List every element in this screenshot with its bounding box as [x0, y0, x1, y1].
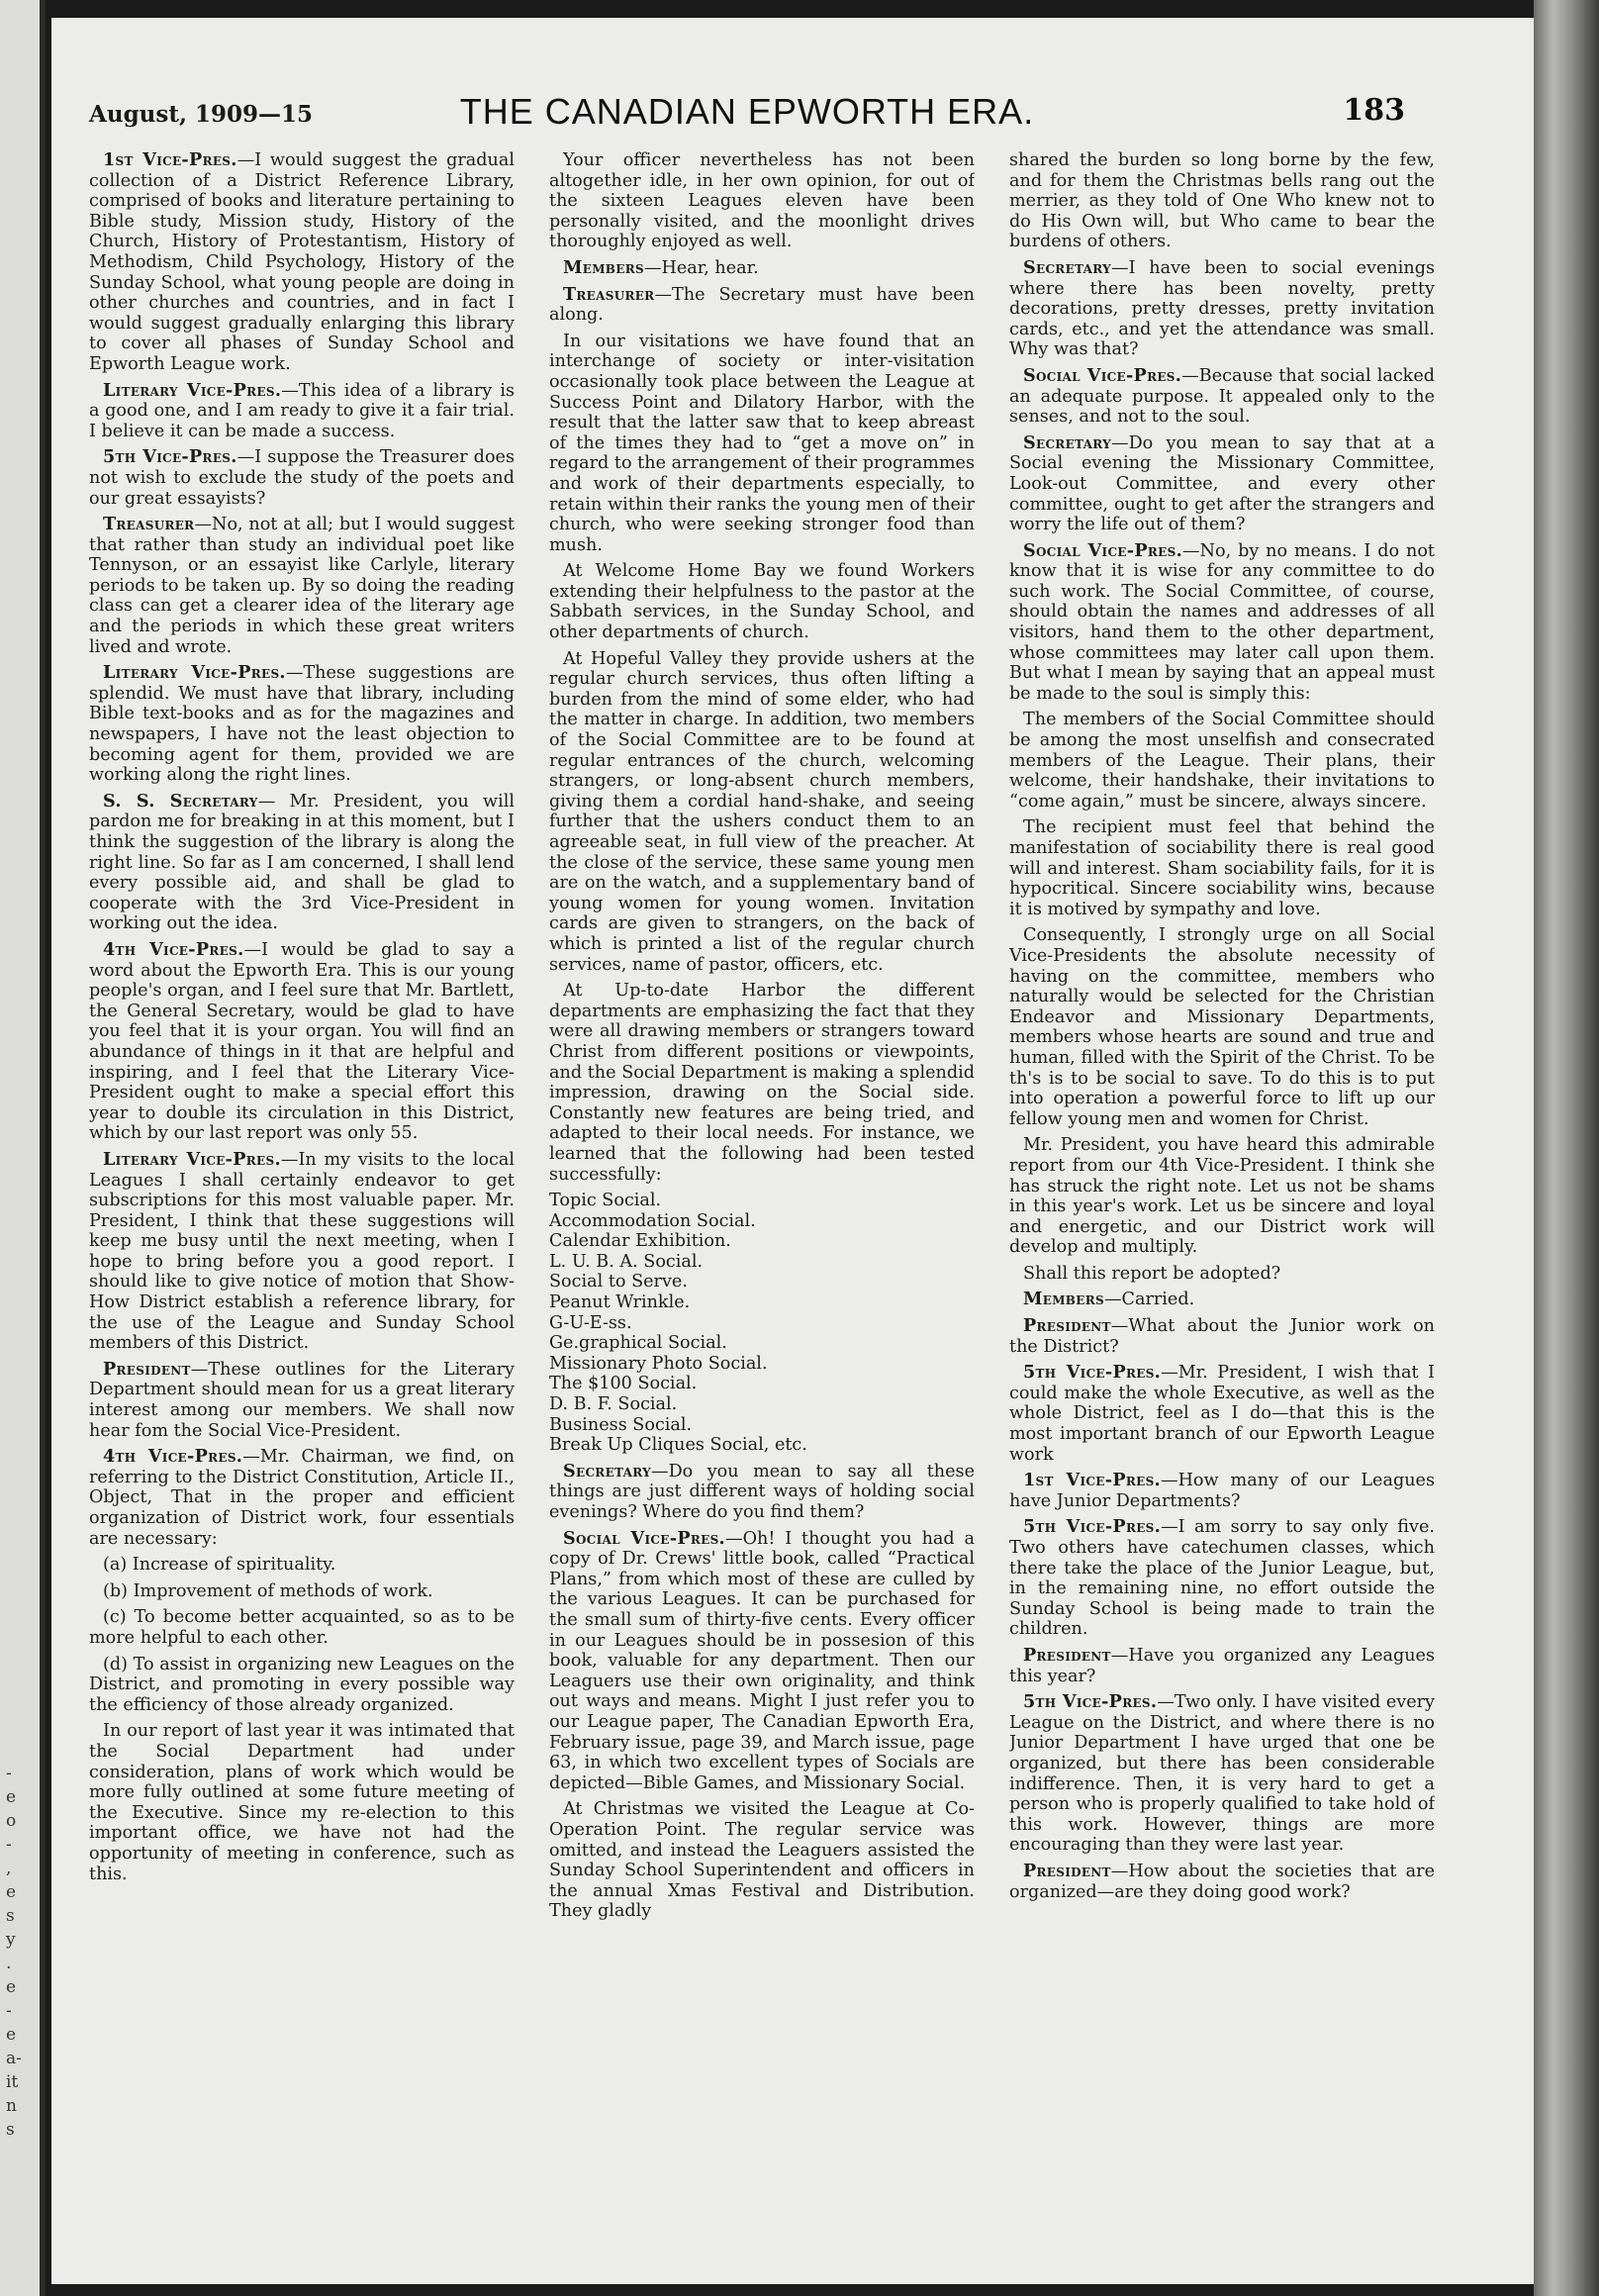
paragraph — [1009, 1862, 1435, 1902]
list-item: Accommodation Social. — [549, 1210, 756, 1231]
margin-char: , — [6, 1859, 12, 1878]
page-number: 183 — [1343, 93, 1405, 128]
speaker-label: 5th Vice-Pres. — [103, 446, 237, 468]
paragraph-text: —This idea of a library is a good one, and I am ready to give it a fair trial. I believe it can be made a success. — [89, 380, 515, 441]
paragraph-text: (d) To assist in organizing new Leagues on the District, and promoting in every possible way the efficiency of those already organized. — [89, 1654, 515, 1715]
list-item: Ge.graphical Social. — [549, 1333, 727, 1354]
margin-char: s — [6, 1906, 15, 1926]
speaker-label: 5th Vice-Pres. — [1023, 1362, 1162, 1384]
paragraph-text: The members of the Social Committee should be among the most unselfish and consecrated members of the League. Their plans, their welcome, their handshake, their invitations to “come again,” must be sincere, always sincere. — [1009, 710, 1435, 812]
margin-char: - — [6, 2001, 12, 2021]
margin-char: . — [6, 1954, 12, 1973]
paragraph-text: —Mr. Chairman, we find, on referring to the District Constitution, Article II., Object, That in the proper and efficient organization of District work, four essentials are necessary: — [89, 1447, 515, 1549]
margin-char: e — [6, 1977, 17, 1997]
paragraph-text: —Do you mean to say that at a Social evening the Missionary Committee, Look-out Committee, and every other committee, ought to get after the strangers and worry the life out of them? — [1009, 432, 1435, 535]
speaker-label: Secretary — [1023, 256, 1111, 278]
paragraph — [89, 1555, 515, 1576]
paragraph — [549, 150, 975, 252]
speaker-label: President — [1023, 1860, 1111, 1881]
paragraph-text: — Mr. President, you will pardon me for breaking in at this moment, but I think the suggestion of the library is along the right line. So far as I am concerned, I shall lend every possible aid, and shall be glad to cooperate with the 3rd Vice-President in working out the idea. — [89, 791, 515, 934]
speaker-label: 5th Vice-Pres. — [1023, 1516, 1162, 1538]
paragraph — [89, 1721, 515, 1884]
paragraph-text: —Do you mean to say all these things are just different ways of holding social evenings? Where do you find them? — [549, 1461, 975, 1522]
paragraph — [89, 1360, 515, 1441]
speaker-label: President — [1023, 1315, 1111, 1337]
paragraph-text: In our visitations we have found that an interchange of society or inter-visitation occasionally took place between the League at Success Point and Dilatory Harbor, with the result that the latter saw that to keep abreast of the times they had to “get a move on” in regard to the arrangement of their programmes and work of their departments especially, to retain within their ranks the young men of their church, who were seeking stronger food than mush. — [549, 331, 975, 555]
paragraph — [1009, 1363, 1435, 1465]
margin-char: e — [6, 2025, 17, 2045]
paragraph — [1009, 1692, 1435, 1856]
paragraph-text: —These outlines for the Literary Department should mean for us a great literary interest among our members. We shall now hear fom the Social Vice-President. — [89, 1359, 515, 1441]
speaker-label: Secretary — [563, 1460, 651, 1482]
speaker-label: 4th Vice-Pres. — [103, 1446, 243, 1468]
paragraph — [1009, 541, 1435, 705]
publication-title: THE CANADIAN EPWORTH ERA. — [459, 91, 1035, 132]
paragraph-text: The recipient must feel that behind the manifestation of sociability there is real good will and interest. Sham sociability fails, for it is hypocritical. Sincere sociability wins, because it is motived by sympathy and love. — [1009, 817, 1435, 919]
paragraph-text: —I would suggest the gradual collection of a District Reference Library, comprised of books and literature pertaining to Bible study, Mission study, History of the Church, History of Protestantism, History of Methodism, Child Psychology, History of the Sunday School, what young people are doing in other churches and countries, and in fact I would suggest gradually enlarging this library to cover all phases of Sunday School and Epworth League work. — [89, 150, 515, 374]
paragraph — [1009, 150, 1435, 252]
paragraph-text: —How about the societies that are organized—are they doing good work? — [1009, 1861, 1435, 1902]
paragraph — [89, 663, 515, 786]
margin-char: y — [6, 1930, 16, 1950]
page-header — [89, 79, 1405, 139]
list-item: Calendar Exhibition. — [549, 1231, 731, 1252]
paragraph — [549, 1799, 975, 1922]
speaker-label: 5th Vice-Pres. — [1023, 1691, 1158, 1713]
list-item: The $100 Social. — [549, 1374, 698, 1394]
paragraph — [549, 1529, 975, 1794]
paragraph-text: (a) Increase of spirituality. — [103, 1555, 336, 1576]
paragraph-text: At Christmas we visited the League at Co-Operation Point. The regular service was omitted, and instead the Leaguers assisted the Sunday School Superintendent and officers in the annual Xmas Festival and Distribution. They gladly — [549, 1799, 975, 1922]
paragraph-text: —Two only. I have visited every League on the District, and where there is no Junior Department I have urged that one be organized, but there has been considerable indifference. Then, it is very hard to get a person who is properly qualified to take hold of this work. However, things are more encouraging than they were last year. — [1009, 1692, 1435, 1856]
list-item: Business Social. — [549, 1414, 693, 1435]
paragraph — [1009, 1290, 1435, 1310]
paragraph — [549, 561, 975, 642]
margin-char: n — [6, 2096, 17, 2116]
paragraph-text: —I would be glad to say a word about the Epworth Era. This is our young people's organ, and I feel sure that Mr. Bartlett, the General Secretary, would be glad to have you feel that it is your organ. You will find an abundance of things in it that are helpful and inspiring, and I feel that the Literary Vice-President ought to make a special effort this year to double its circulation in this District, which by our last report was only 55. — [89, 939, 515, 1144]
margin-char: it — [6, 2072, 19, 2092]
paragraph-text: —I have been to social evenings where there has been novelty, pretty decorations, pretty dresses, pretty invitation cards, etc., and yet the attendance was small. Why was that? — [1009, 257, 1435, 360]
paragraph — [1009, 1471, 1435, 1511]
text-column-2 — [549, 150, 975, 2209]
paragraph — [89, 447, 515, 509]
paragraph-text: At Up-to-date Harbor the different departments are emphasizing the fact that they were all drawing members or strangers toward Christ from different positions or viewpoints, and the Social Department is making a splendid impression, drawing on the Social side. Constantly new features are being tried, and adapted to their local needs. For instance, we learned that the following had been tested successfully: — [549, 981, 975, 1185]
speaker-label: S. S. Secretary — [103, 790, 258, 812]
speaker-label: Treasurer — [103, 514, 195, 535]
paragraph — [549, 285, 975, 326]
margin-char: e — [6, 1787, 17, 1807]
paragraph-text: —No, not at all; but I would suggest that rather than study an individual poet like Tennyson, or an essayist like Carlyle, literary periods to be taken up. By so doing the reading class can get a clearer idea of the literary age and the periods in which these great writers lived and wrote. — [89, 515, 515, 657]
paragraph — [1009, 1316, 1435, 1357]
paragraph — [89, 515, 515, 657]
paragraph — [549, 332, 975, 556]
paragraph — [1009, 817, 1435, 919]
list-item: D. B. F. Social. — [549, 1394, 678, 1415]
paragraph — [549, 258, 975, 279]
facing-page-edge — [0, 0, 46, 2296]
paragraph-text: Consequently, I strongly urge on all Social Vice-Presidents the absolute necessity of having on the committee, members who naturally would be selected for the Christian Endeavor and Missionary Departments, members whose hearts are sound and true and human, filled with the Spirit of the Christ. To be th's is to be social to save. To do this is to put into operation a powerful force to lift up our fellow young men and women for Christ. — [1009, 925, 1435, 1129]
paragraph — [1009, 366, 1435, 428]
margin-char: - — [6, 1835, 12, 1855]
speaker-label: Members — [563, 256, 644, 278]
paragraph — [89, 1607, 515, 1648]
socials-list — [549, 1191, 975, 1456]
paragraph-text: —No, by no means. I do not know that it is wise for any committee to do such work. The Social Committee, of course, should obtain the names and addresses of all visitors, hand them to the other department, whose committees may later call upon them. But what I mean by saying that an appeal must be made to the soul is simply this: — [1009, 540, 1435, 704]
paragraph — [1009, 1135, 1435, 1258]
speaker-label: 1st Vice-Pres. — [1023, 1470, 1161, 1491]
paragraph — [1009, 710, 1435, 812]
margin-char: a- — [6, 2049, 22, 2068]
paragraph — [1009, 1264, 1435, 1285]
paragraph-text: —The Secretary must have been along. — [549, 284, 975, 326]
paragraph — [549, 1462, 975, 1523]
paragraph-text: At Hopeful Valley they provide ushers at the regular church services, thus often lifting a burden from the mind of some elder, who had the matter in charge. In addition, two members of the Social Committee are to be found at regular entrances of the church, welcoming strangers, or long-absent church members, giving them a cordial hand-shake, and seeing further that the ushers conduct them to an agreeable seat, in full view of the preacher. At the close of the service, these same young men are on the watch, and a supplementary band of young women for young women. Invitation cards are given to strangers, on the back of which is printed a list of the regular church services, name of pastor, officers, etc. — [549, 648, 975, 975]
list-item: Social to Serve. — [549, 1272, 688, 1292]
paragraph-text: At Welcome Home Bay we found Workers extending their helpfulness to the pastor at the Sabbath services, in the Sunday School, and other departments of church. — [549, 561, 975, 643]
paragraph — [1009, 433, 1435, 535]
list-item: Break Up Cliques Social, etc. — [549, 1435, 807, 1456]
paragraph-text: Your officer nevertheless has not been altogether idle, in her own opinion, for out of the sixteen Leagues eleven have been personally visited, and the moonlight drives thoroughly enjoyed as well. — [549, 150, 975, 252]
paragraph-text: —Because that social lacked an adequate purpose. It appealed only to the senses, and not to the soul. — [1009, 365, 1435, 428]
issue-date: August, 1909—15 — [89, 101, 313, 128]
speaker-label: 1st Vice-Pres. — [103, 150, 237, 170]
article-body — [89, 150, 1435, 2209]
paragraph — [89, 1581, 515, 1602]
paragraph — [549, 649, 975, 976]
paragraph-text: Shall this report be adopted? — [1023, 1263, 1281, 1284]
paragraph — [89, 1150, 515, 1354]
paragraph — [1009, 1517, 1435, 1640]
paragraph-text: Mr. President, you have heard this admirable report from our 4th Vice-President. I think she has struck the right note. Let us not be shams in this year's work. Let us be sincere and loyal and energetic, and our District work will develop and multiply. — [1009, 1135, 1435, 1258]
paragraph-text: —Carried. — [1103, 1290, 1195, 1310]
speaker-label: Literary Vice-Pres. — [103, 1148, 281, 1170]
paragraph-text: (b) Improvement of methods of work. — [103, 1580, 433, 1601]
speaker-label: Social Vice-Pres. — [1023, 539, 1182, 561]
paragraph-text: —I suppose the Treasurer does not wish to exclude the study of the poets and our great essayists? — [89, 447, 515, 509]
speaker-label: Secretary — [1023, 431, 1111, 453]
margin-char: - — [6, 1764, 12, 1783]
margin-char: s — [6, 2120, 15, 2140]
paragraph — [89, 792, 515, 934]
text-column-3 — [1009, 150, 1435, 2209]
paragraph-text: —What about the Junior work on the District? — [1009, 1316, 1435, 1357]
paragraph — [89, 1447, 515, 1549]
list-item: Peanut Wrinkle. — [549, 1292, 691, 1313]
paragraph-text: In our report of last year it was intimated that the Social Department had under consideration, plans of work which would be more fully outlined at some future meeting of the Executive. Since my re-election to this important office, we have not had the opportunity of meeting in conference, such as this. — [89, 1721, 515, 1884]
paragraph-text: shared the burden so long borne by the few, and for them the Christmas bells rang out the merrier, as they told of One Who knew not to do His Own will, but Who came to bear the burdens of others. — [1009, 150, 1435, 252]
speaker-label: President — [103, 1358, 191, 1380]
paragraph-text: —In my visits to the local Leagues I shall certainly endeavor to get subscriptions for this most valuable paper. Mr. President, I think that these suggestions will keep me busy until the next meeting, when I hope to bring before you a good report. I should like to give notice of motion that Show-How District establish a reference library, for the use of the League and Sunday School members of this District. — [89, 1149, 515, 1354]
paragraph-text: —Mr. President, I wish that I could make the whole Executive, as well as the whole District, feel as I do—that this is the most important branch of our Epworth League work — [1009, 1363, 1435, 1465]
speaker-label: Members — [1023, 1289, 1104, 1310]
list-item: Topic Social. — [549, 1191, 662, 1211]
speaker-label: Social Vice-Pres. — [1023, 364, 1182, 386]
speaker-label: Literary Vice-Pres. — [103, 662, 286, 684]
speaker-label: Treasurer — [563, 283, 655, 305]
paragraph-text: —Have you organized any Leagues this year? — [1009, 1645, 1435, 1686]
list-item: L. U. B. A. Social. — [549, 1251, 704, 1272]
margin-char: e — [6, 1882, 17, 1902]
speaker-label: 4th Vice-Pres. — [103, 938, 244, 960]
paragraph — [89, 1655, 515, 1716]
paragraph-text: —How many of our Leagues have Junior Departments? — [1009, 1471, 1435, 1511]
paragraph-text: —Oh! I thought you had a copy of Dr. Crews' little book, called “Practical Plans,” from which most of these are culled by the various Leagues. It can be purchased for the small sum of thirty-five cents. Every officer in our Leagues should be in possesion of this book, valuable for any department. Then our Leaguers use their own originality, and think out ways and means. Might I just refer you to our League paper, The Canadian Epworth Era, February issue, page 39, and March issue, page 63, in which two excellent types of Socials are depicted—Bible Games, and Missionary Social. — [549, 1528, 975, 1793]
paragraph-text: —These suggestions are splendid. We must have that library, including Bible text-books and as for the magazines and newspapers, I have not the least objection to becoming agent for them, provided we are working along the right lines. — [89, 663, 515, 786]
paragraph — [89, 381, 515, 442]
book-spine-edge — [1534, 0, 1599, 2296]
facing-page-margin-text — [6, 1762, 36, 2142]
paragraph — [1009, 925, 1435, 1129]
paragraph — [549, 981, 975, 1185]
paragraph — [1009, 1646, 1435, 1686]
paragraph — [1009, 258, 1435, 360]
margin-char: o — [6, 1811, 17, 1831]
speaker-label: Social Vice-Pres. — [563, 1527, 725, 1549]
speaker-label: Literary Vice-Pres. — [103, 379, 282, 401]
speaker-label: President — [1023, 1644, 1111, 1666]
paragraph-text: (c) To become better acquainted, so as to be more helpful to each other. — [89, 1607, 515, 1648]
list-item: Missionary Photo Social. — [549, 1353, 768, 1374]
text-column-1 — [89, 150, 515, 2209]
paragraph-text: —I am sorry to say only five. Two others have catechumen classes, which there take the place of the Junior League, but, in the remaining nine, no effort outside the Sunday School is being made to train the children. — [1009, 1517, 1435, 1640]
list-item: G-U-E-ss. — [549, 1312, 632, 1333]
paragraph — [89, 940, 515, 1144]
paragraph-text: —Hear, hear. — [643, 257, 759, 278]
paragraph — [89, 150, 515, 375]
